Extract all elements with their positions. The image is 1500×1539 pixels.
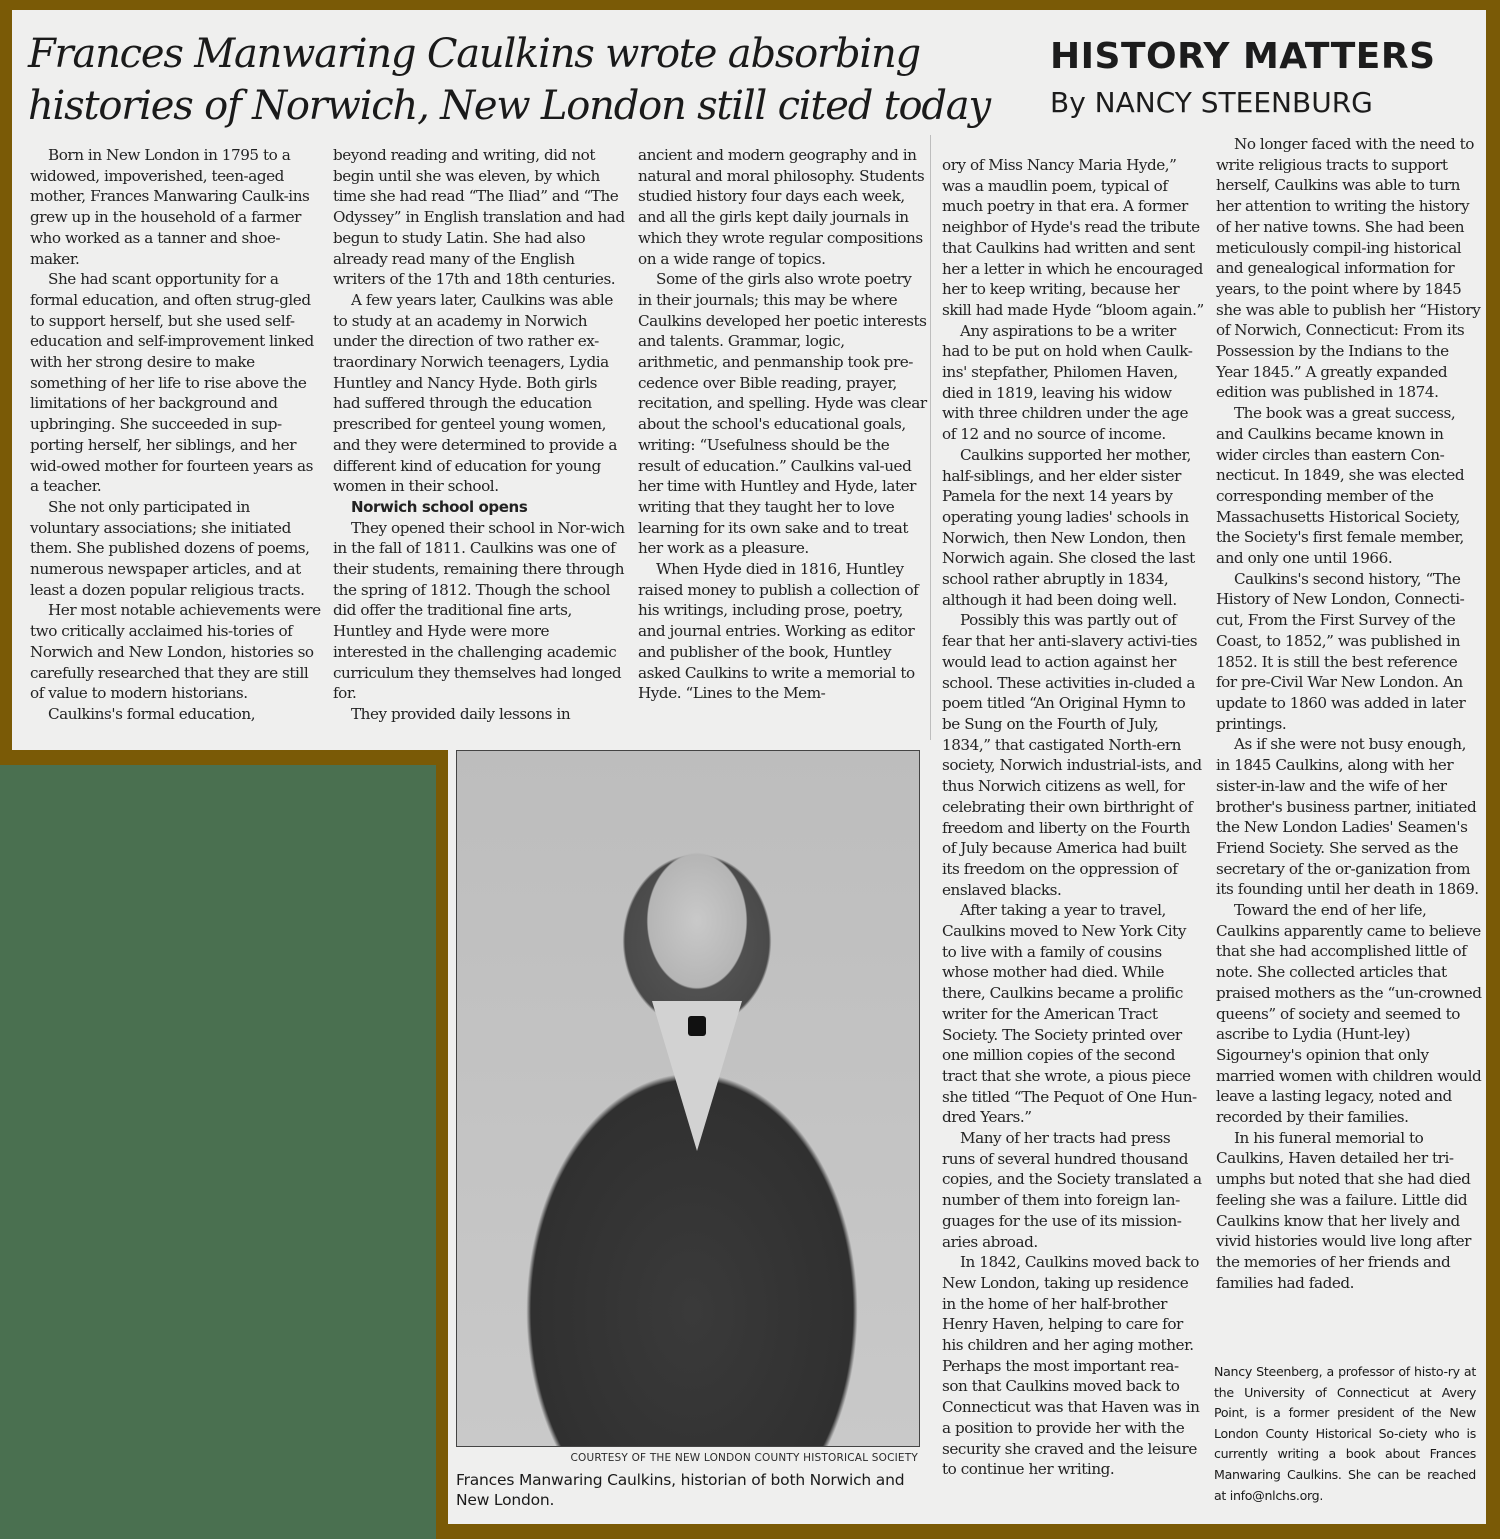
paragraph: Toward the end of her life, Caulkins apparently came to believe that she had accomplished little of note. She collected articles that praised mothers as the “un-crowned queens” of society and seemed to ascribe to Lydia (Hunt-ley) Sigourney's opinion that only married women with children would leave a lasting legacy, noted and recorded by their families.	[1216, 901, 1482, 1127]
paragraph: In 1842, Caulkins moved back to New London, taking up residence in the home of her half-brother Henry Haven, helping to care for his children and her aging mother. Perhaps the most important rea-son that Caulkins moved back to Connecticut was that Haven was in a position to provide her with the security she craved and the leisure to continue her writing.	[942, 1253, 1200, 1479]
paragraph: No longer faced with the need to write religious tracts to support herself, Caulkins was able to turn her attention to writing the history of her native towns. She had been meticulously compil-ing historical and genealogical information for years, to the point where by 1845 she was able to publish her “History of Norwich, Connecticut: From its Possession by the Indians to the Year 1845.” A greatly expanded edition was published in 1874.	[1216, 135, 1481, 402]
paragraph: She not only participated in voluntary associations; she initiated them. She published dozens of poems, numerous newspaper articles, and at least a dozen popular religious tracts.	[30, 497, 310, 599]
article-column-4	[942, 155, 1204, 1480]
paragraph: After taking a year to travel, Caulkins moved to New York City to live with a family of cousins whose mother had died. While there, Caulkins became a prolific writer for the American Tract Society. The Society printed over one million copies of the second tract that she wrote, a pious piece she titled “The Pequot of One Hun-dred Years.”	[942, 901, 1197, 1127]
paragraph: Born in New London in 1795 to a widowed, impoverished, teen-aged mother, Frances Manwaring Caulk-ins grew up in the household of a farmer who worked as a tanner and shoe-maker.	[30, 146, 310, 268]
paragraph: beyond reading and writing, did not begin until she was eleven, by which time she had read “The Iliad” and “The Odyssey” in English translation and had begun to study Latin. She had also already read many of the English writers of the 17th and 18th centuries.	[333, 146, 625, 289]
paragraph: ancient and modern geography and in natural and moral philosophy. Students studied history four days each week, and all the girls kept daily journals in which they wrote regular compositions on a wide range of topics.	[638, 146, 925, 268]
byline: By NANCY STEENBURG	[1050, 86, 1373, 119]
paragraph: Caulkins supported her mother, half-siblings, and her elder sister Pamela for the next 14 years by operating young ladies' schools in Norwich, then New London, then Norwich again. She closed the last school rather abruptly in 1834, although it had been doing well.	[942, 445, 1195, 609]
paragraph: Caulkins's formal education,	[48, 704, 256, 723]
author-bio: Nancy Steenberg, a professor of histo-ry at the University of Connecticut at Avery Point, is a former president of the New London County Historical So-ciety who is currently writing a book about Frances Manwaring Caulkins. She can be reached at info@nlchs.org.	[1214, 1364, 1476, 1503]
paragraph: When Hyde died in 1816, Huntley raised money to publish a collection of his writings, including prose, poetry, and journal entries. Working as editor and publisher of the book, Huntley asked Caulkins to write a memorial to Hyde. “Lines to the Mem-	[638, 560, 919, 703]
paragraph: She had scant opportunity for a formal education, and often strug-gled to support herself, but she used self-education and self-improvement linked with her strong desire to make something of her life to rise above the limitations of her background and upbringing. She succeeded in sup-porting herself, her siblings, and her wid-owed mother for fourteen years as a teacher.	[30, 270, 314, 496]
portrait-brooch	[688, 1016, 706, 1036]
photo-credit: COURTESY OF THE NEW LONDON COUNTY HISTORICAL SOCIETY	[570, 1452, 918, 1464]
paragraph: ory of Miss Nancy Maria Hyde,” was a maudlin poem, typical of much poetry in that era. A former neighbor of Hyde's read the tribute that Caulkins had written and sent her a letter in which he encouraged her to keep writing, because her skill had made Hyde “bloom again.”	[942, 156, 1204, 319]
paragraph: Some of the girls also wrote poetry in their journals; this may be where Caulkins developed her poetic interests and talents. Grammar, logic, arithmetic, and penmanship took pre-cedence over Bible reading, prayer, recitation, and spelling. Hyde was clear about the school's educational goals, writing: “Usefulness should be the result of education.” Caulkins val-ued her time with Huntley and Hyde, later writing that they taught her to love learning for its own sake and to treat her work as a pleasure.	[638, 270, 927, 558]
headline-line-1: Frances Manwaring Caulkins wrote absorbing	[28, 31, 920, 77]
paragraph: Her most notable achievements were two critically acclaimed his-tories of Norwich and New London, histories so carefully researched that they are still of value to modern historians.	[30, 601, 321, 703]
paragraph: Any aspirations to be a writer had to be put on hold when Caulk-ins' stepfather, Philomen Haven, died in 1819, leaving his widow with three children under the age of 12 and no source of income.	[942, 321, 1193, 444]
photo-caption: Frances Manwaring Caulkins, historian of both Norwich and New London.	[456, 1471, 905, 1509]
headline-line-2: histories of Norwich, New London still cited today	[28, 83, 990, 129]
paragraph: They opened their school in Nor-wich in the fall of 1811. Caulkins was one of their students, remaining there through the spring of 1812. Though the school did offer the traditional fine arts, Huntley and Hyde were more interested in the challenging academic curriculum they themselves had longed for.	[333, 518, 625, 703]
article-column-3	[638, 145, 928, 704]
section-subhead: Norwich school opens	[351, 497, 528, 516]
column-divider	[930, 135, 931, 740]
paragraph: In his funeral memorial to Caulkins, Haven detailed her tri-umphs but noted that she had died feeling she was a failure. Little did Caulkins know that her lively and vivid histories would live long after the memories of her friends and families had faded.	[1216, 1128, 1471, 1292]
paragraph: The book was a great success, and Caulkins became known in wider circles than eastern Con-necticut. In 1849, she was elected corresponding member of the Massachusetts Historical Society, the Society's first female member, and only one until 1966.	[1216, 404, 1465, 568]
paragraph: Many of her tracts had press runs of several hundred thousand copies, and the Society translated a number of them into foreign lan-guages for the use of its mission-aries abroad.	[942, 1129, 1202, 1251]
article-column-5	[1216, 134, 1482, 1293]
portrait-photo	[456, 750, 920, 1447]
article-column-1	[30, 145, 322, 725]
paragraph: They provided daily lessons in	[351, 704, 571, 723]
article-column-2	[333, 145, 625, 725]
paragraph: A few years later, Caulkins was able to study at an academy in Norwich under the direction of two rather ex-traordinary Norwich teenagers, Lydia Huntley and Nancy Hyde. Both girls had suffered through the education prescribed for genteel young women, and they were determined to provide a different kind of education for young women in their school.	[333, 290, 617, 496]
column-name: HISTORY MATTERS	[1050, 36, 1436, 77]
paragraph: Caulkins's second history, “The History of New London, Connecti-cut, From the First Survey of the Coast, to 1852,” was published in 1852. It is still the best reference for pre-Civil War New London. An update to 1860 was added in later printings.	[1216, 569, 1466, 733]
paragraph: As if she were not busy enough, in 1845 Caulkins, along with her sister-in-law and the wife of her brother's business partner, initiated the New London Ladies' Seamen's Friend Society. She served as the secretary of the or-ganization from its founding until her death in 1869.	[1216, 735, 1479, 899]
headline	[28, 28, 1028, 132]
paragraph: Possibly this was partly out of fear that her anti-slavery activi-ties would lead to action against her school. These activities in-cluded a poem titled “An Original Hymn to be Sung on the Fourth of July, 1834,” that castigated North-ern society, Norwich industrial-ists, and thus Norwich citizens as well, for celebrating their own birthright of freedom and liberty on the Fourth of July because America had built its freedom on the oppression of enslaved blacks.	[942, 611, 1202, 899]
